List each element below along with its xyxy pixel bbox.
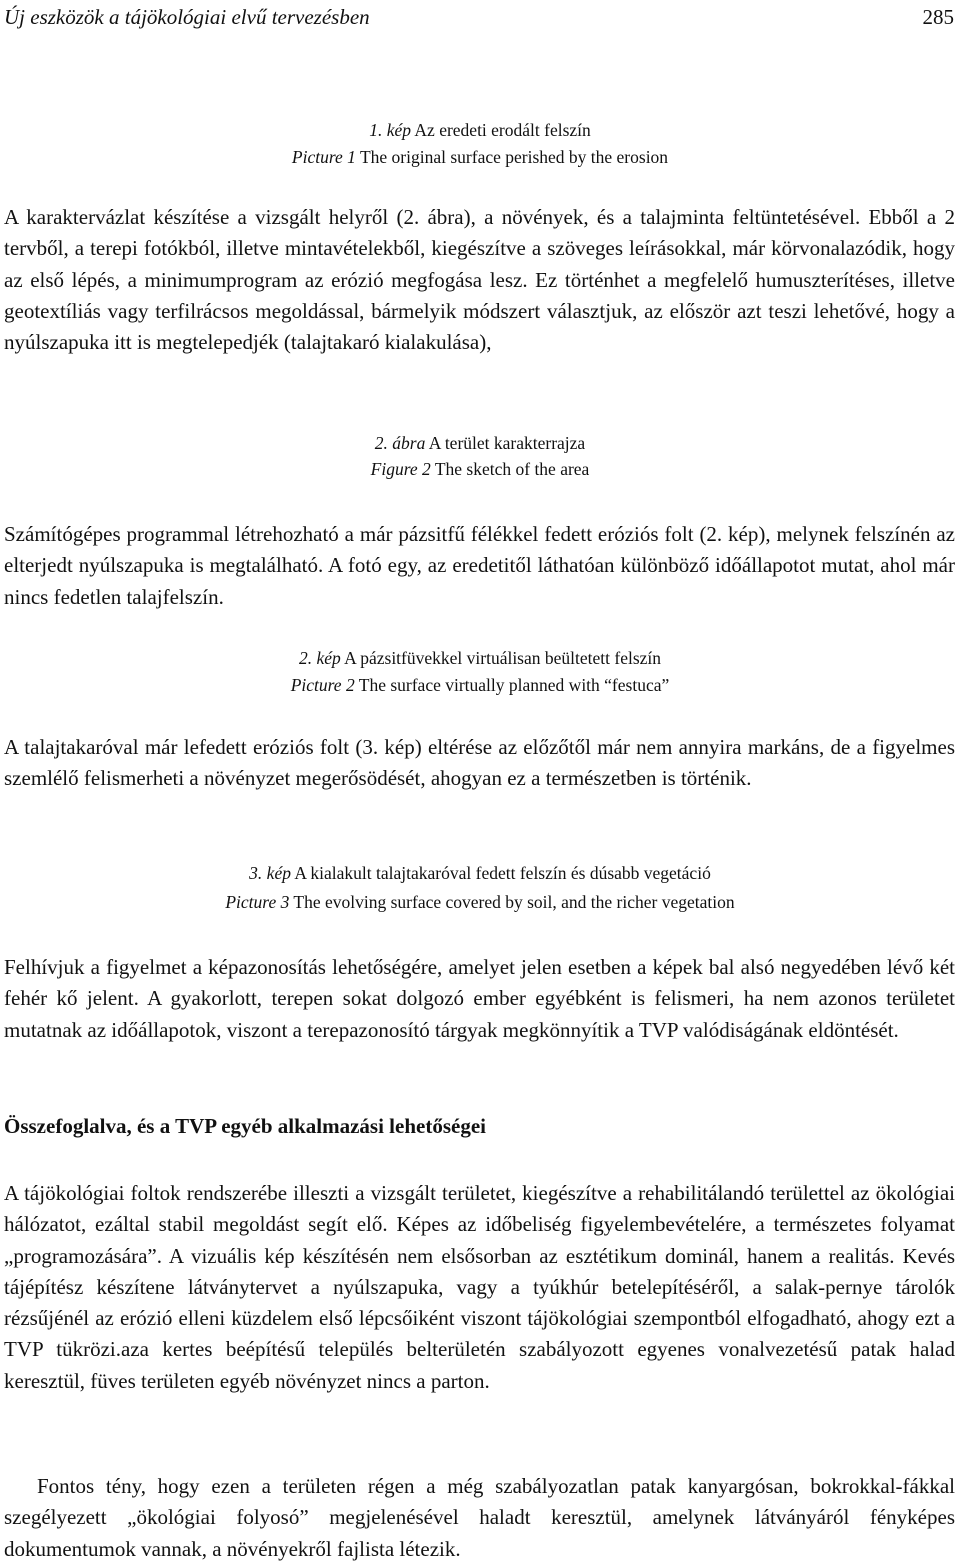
caption-text: A kialakult talajtakaróval fedett felszín és dúsabb vegetáció (290, 863, 711, 883)
caption-label: Figure 2 (370, 459, 431, 479)
body-paragraph-2: Számítógépes programmal létrehozható a már pázsitfű félékkel fedett eróziós folt (2. kép), melynek felszínén az elterjedt nyúlszapuka is megtalálható. A fotó egy, az eredetitől láthatóan különböző időállapotot mutat, ahol már nincs fedetlen talajfelszín. (4, 522, 955, 609)
body-paragraph-6: Fontos tény, hogy ezen a területen régen a még szabályozatlan patak kanyargósan, bokrokkal-fákkal szegélyezett „ökológiai folyosó” megjelenésével haladt keresztül, amelynek látványáról fényképes dokumentumok vannak, a növényekről fajlista létezik. (4, 1474, 955, 1561)
picture3-caption-en (0, 889, 960, 915)
picture1-caption-en (0, 144, 960, 170)
header-title: Új eszközök a tájökológiai elvű tervezésben (4, 5, 370, 29)
body-paragraph-5: A tájökológiai foltok rendszerébe illeszti a vizsgált területet, kiegészítve a rehabilitálandó területtel az ökológiai hálózatot, ezáltal stabil megoldást segít elő. Képes az időbeliség figyelembevételére, a természetes folyamat „programozására”. A vizuális kép készítésén nem elsősorban az esztétikum dominál, hanem a realitás. Kevés tájépítész készítene látványtervet a nyúlszapuka, vagy a tyúkhúr betelepítéséről, a salak-pernye tárolók rézsűjénél az erózió elleni küzdelem első lépcsőiként viszont tájökológiai szempontból elfogadható, ahogy ezt a TVP tükrözi.aza kertes beépítésű település belterületén szabályozott egyenes vonalvezetésű patak halad keresztül, füves területen egyéb növényzet nincs a parton. (4, 1181, 955, 1393)
body-paragraph-3: A talajtakaróval már lefedett eróziós folt (3. kép) eltérése az előzőtől már nem annyira markáns, de a figyelmes szemlélő felismerheti a növényzet megerősödését, ahogyan ez a természetben is történik. (4, 735, 955, 791)
caption-label: 3. kép (249, 863, 291, 883)
caption-text: A pázsitfüvekkel virtuálisan beültetett felszín (340, 648, 662, 668)
picture2-caption-en (0, 672, 960, 698)
caption-text: The sketch of the area (430, 459, 590, 479)
caption-text: A terület karakterrajza (425, 433, 586, 453)
caption-label: Picture 1 (291, 147, 356, 167)
section-heading: Összefoglalva, és a TVP egyéb alkalmazási lehetőségei (4, 1114, 486, 1138)
picture1-caption-hu (0, 117, 960, 143)
body-paragraph-4: Felhívjuk a figyelmet a képazonosítás lehetőségére, amelyet jelen esetben a képek bal alsó negyedében lévő két fehér kő jelent. A gyakorlott, terepen sokat dolgozó ember egyébként is felismeri, ha nem azonos területet mutatnak az időállapotok, viszont a terepazonosító tárgyak megkönnyítik a TVP valódiságának eldöntését. (4, 955, 955, 1042)
page-number: 285 (922, 5, 954, 29)
running-header (4, 2, 954, 32)
figure2-caption-hu (0, 430, 960, 456)
caption-label: 2. ábra (374, 433, 426, 453)
caption-label: Picture 3 (225, 892, 290, 912)
caption-text: The surface virtually planned with “festuca” (354, 675, 670, 695)
picture2-caption-hu (0, 645, 960, 671)
figure2-caption-en (0, 456, 960, 482)
body-paragraph-1: A karaktervázlat készítése a vizsgált helyről (2. ábra), a növények, és a talajminta feltüntetésével. Ebből a 2 tervből, a terepi fotókból, illetve mintavételekből, kiegészítve a szöveges leírásokkal, már körvonalazódik, hogy az első lépés, a minimumprogram az erózió megfogása lesz. Ez történhet a megfelelő humuszterítéses, illetve geotextíliás vagy terfilrácsos megoldással, bármelyik módszert választjuk, az először azt teszi lehetővé, hogy a nyúlszapuka itt is megtelepedjék (talajtakaró kialakulása), (4, 205, 955, 355)
caption-label: Picture 2 (290, 675, 355, 695)
caption-label: 1. kép (369, 120, 411, 140)
caption-text: The evolving surface covered by soil, and the richer vegetation (289, 892, 735, 912)
caption-label: 2. kép (298, 648, 341, 668)
caption-text: The original surface perished by the erosion (355, 147, 669, 167)
caption-text: Az eredeti erodált felszín (411, 120, 591, 140)
picture3-caption-hu (0, 860, 960, 886)
